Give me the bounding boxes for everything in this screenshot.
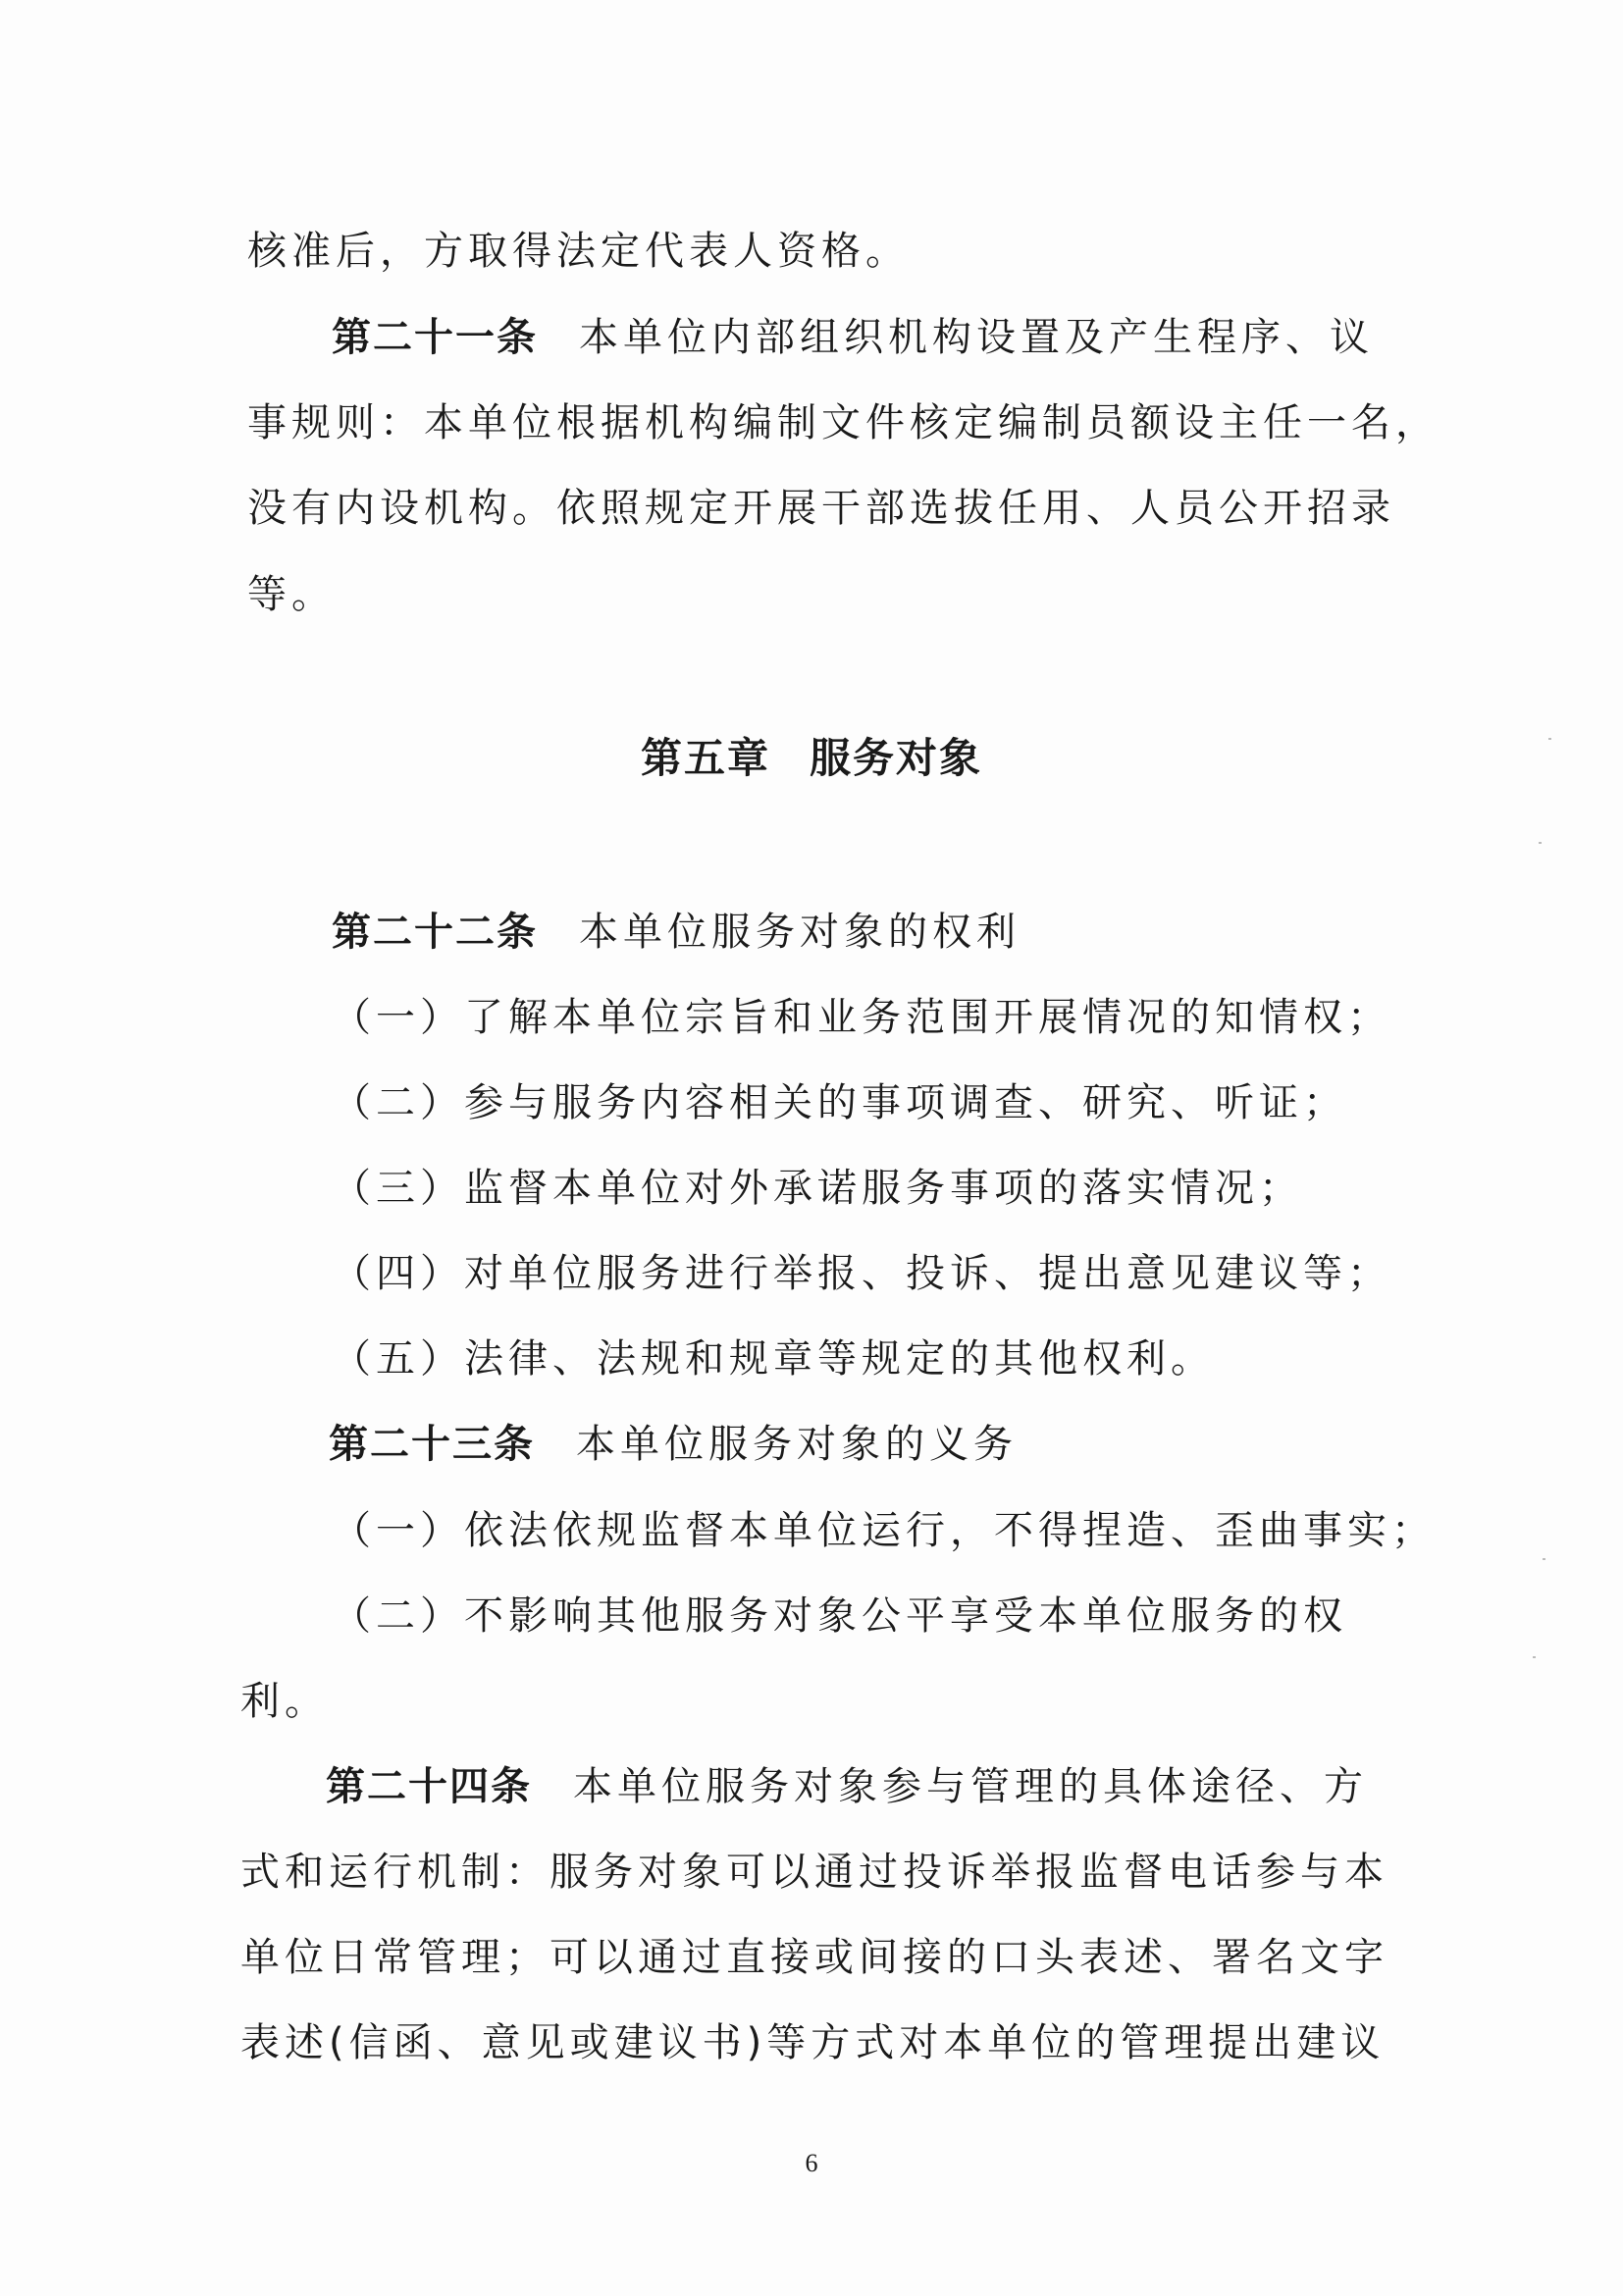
article-21-line-3: 没有内设机构。依照规定开展干部选拔任用、人员公开招录 xyxy=(247,486,1395,531)
article-22-heading-line xyxy=(332,907,1021,958)
article-22-item-2: （二）参与服务内容相关的事项调查、研究、听证； xyxy=(332,1080,1347,1125)
article-24-line-1 xyxy=(326,1761,1368,1812)
article-24-heading: 第二十四条 xyxy=(326,1764,532,1809)
article-21-line-1 xyxy=(332,312,1374,363)
scan-artifact xyxy=(1539,842,1542,844)
page-number: 6 xyxy=(805,2149,818,2177)
chapter-title: 服务对象 xyxy=(810,734,983,782)
article-22-item-5: （五）法律、法规和规章等规定的其他权利。 xyxy=(332,1336,1215,1382)
article-23-item-1: （一）依法依规监督本单位运行，不得捏造、歪曲事实； xyxy=(332,1508,1436,1553)
scan-artifact xyxy=(1543,1558,1545,1560)
paragraph-continuation: 核准后，方取得法定代表人资格。 xyxy=(247,229,910,274)
chapter-number: 第五章 xyxy=(640,734,770,782)
article-23-heading-line xyxy=(329,1419,1018,1470)
chapter-heading xyxy=(0,731,1623,786)
article-23-title: 本单位服务对象的义务 xyxy=(576,1422,1018,1467)
article-24-line-4: 表述(信函、意见或建议书)等方式对本单位的管理提出建议 xyxy=(240,2020,1386,2065)
scan-artifact xyxy=(1533,1656,1536,1658)
article-21-line-2: 事规则：本单位根据机构编制文件核定编制员额设主任一名， xyxy=(247,400,1440,445)
article-22-item-1: （一）了解本单位宗旨和业务范围开展情况的知情权； xyxy=(332,995,1391,1040)
article-21-text: 本单位内部组织机构设置及产生程序、议 xyxy=(579,315,1374,360)
article-21-heading: 第二十一条 xyxy=(332,315,538,360)
article-22-item-3: （三）监督本单位对外承诺服务事项的落实情况； xyxy=(332,1166,1303,1211)
article-22-item-4: （四）对单位服务进行举报、投诉、提出意见建议等； xyxy=(332,1251,1391,1296)
article-21-line-4: 等。 xyxy=(247,572,336,617)
article-23-heading: 第二十三条 xyxy=(329,1422,535,1467)
article-24-line-3: 单位日常管理；可以通过直接或间接的口头表述、署名文字 xyxy=(240,1935,1388,1980)
scan-artifact xyxy=(1548,738,1551,740)
article-23-item-2: （二）不影响其他服务对象公平享受本单位服务的权 xyxy=(332,1593,1347,1639)
article-24-line-2: 式和运行机制：服务对象可以通过投诉举报监督电话参与本 xyxy=(240,1850,1388,1895)
article-24-text: 本单位服务对象参与管理的具体途径、方 xyxy=(573,1764,1368,1809)
article-23-item-2-cont: 利。 xyxy=(240,1679,329,1724)
article-22-heading: 第二十二条 xyxy=(332,910,538,955)
article-22-title: 本单位服务对象的权利 xyxy=(579,910,1021,955)
